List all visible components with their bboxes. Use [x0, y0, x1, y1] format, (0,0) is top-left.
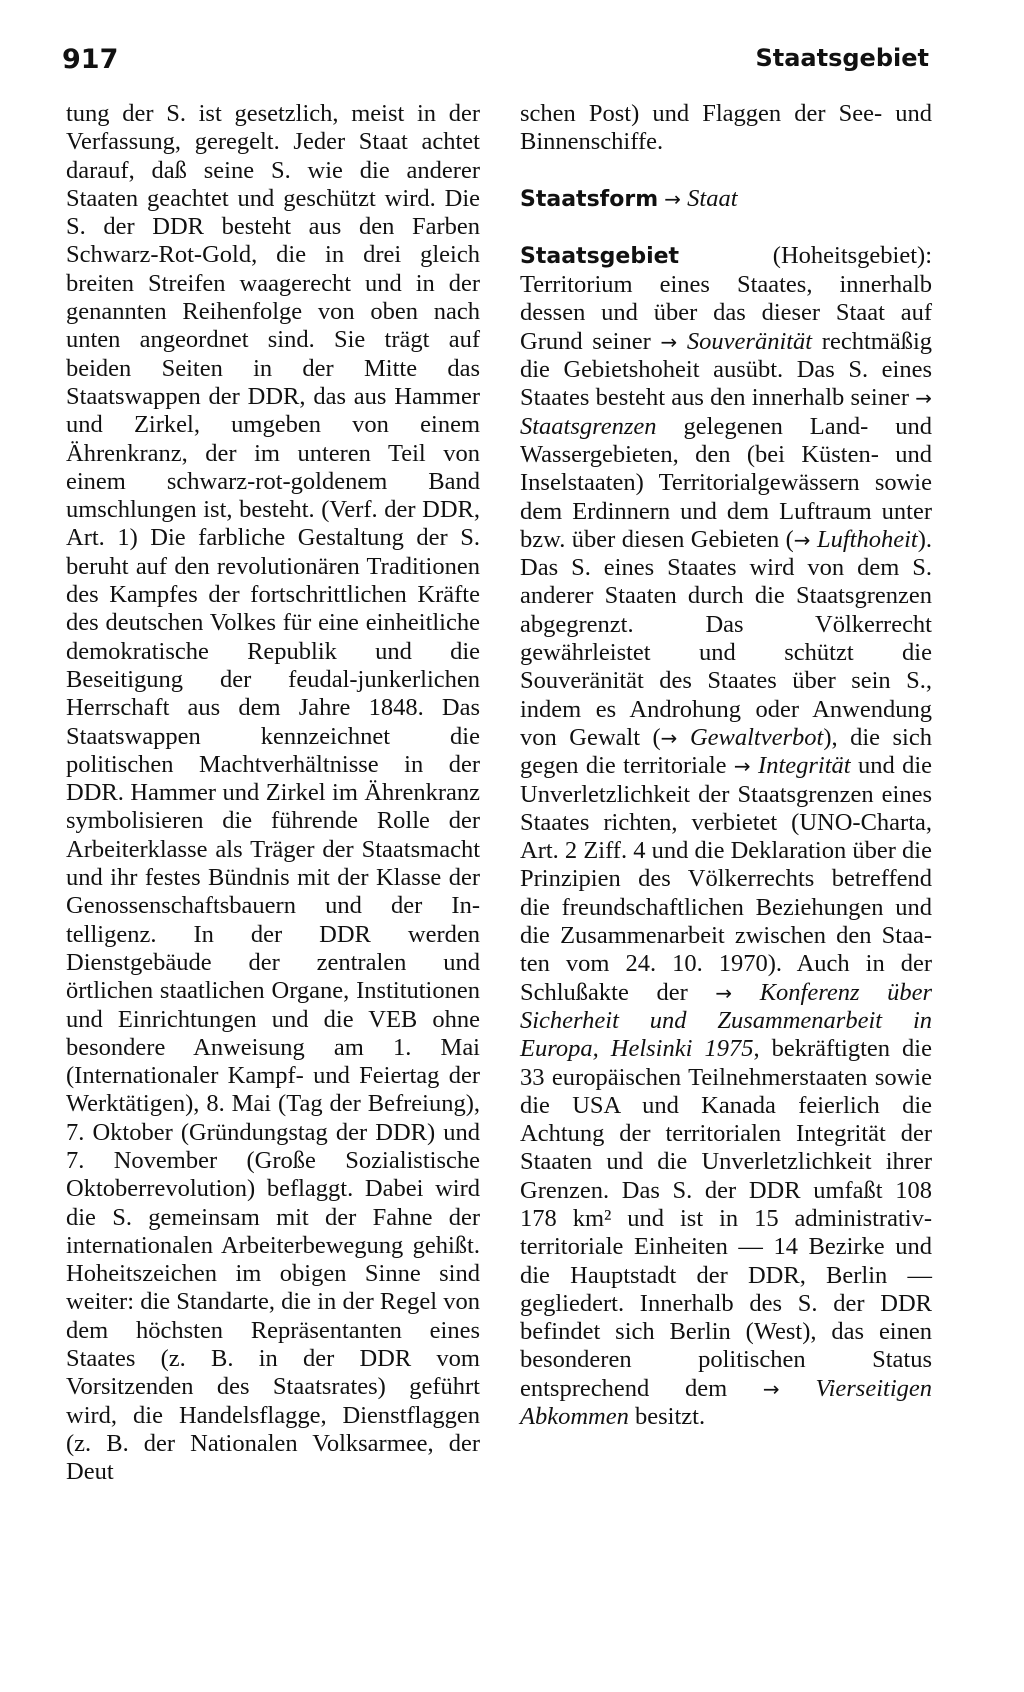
- cross-reference: Souveränität: [686, 327, 813, 355]
- cross-reference-arrow-icon: →: [762, 1376, 780, 1401]
- entry-text: rechtmäßig die Gebietshoheit ausübt. Das S. eines Staates besteht aus den innerhalb seiner: [520, 327, 933, 412]
- entry-text: und die Unverletzlichkeit der Staatsgrenzen eines Staates richten, verbietet (UNO-Charta, Art. 2 Ziff. 4 und die Deklaration über die Prinzipien des Völkerrechts betreffend die freundschaftlichen Beziehungen und die Zusammenarbeit zwischen den Staaten vom 24. 10. 1970). Auch in der Schlußakte der: [520, 752, 932, 1006]
- entry-text: gelegenen Land- und Wassergebieten, den (bei Küsten- und Inselstaaten) Territorialgewässern sowie dem Erdinnern und dem Luftraum unter bzw. über diesen Gebieten (: [520, 412, 932, 553]
- left-column: [66, 100, 480, 1487]
- cross-reference: Vierseitigen Abkommen: [520, 1374, 933, 1431]
- cross-reference-arrow-icon: →: [660, 329, 678, 354]
- cross-reference-arrow-icon: →: [915, 386, 932, 411]
- cross-reference: Staat: [687, 184, 738, 212]
- entry-term: Staatsgebiet: [520, 243, 680, 269]
- entry-text: besitzt.: [628, 1403, 706, 1431]
- cross-reference: Konferenz über Sicherheit und Zusammenarbeit in Europa, Helsinki 1975: [520, 978, 932, 1063]
- entry-staatsgebiet: [520, 242, 932, 1431]
- running-head: Staatsgebiet: [755, 44, 929, 72]
- cross-reference: Integrität: [758, 752, 851, 780]
- cross-reference-arrow-icon: →: [660, 725, 678, 750]
- cross-reference: Gewaltverbot: [689, 723, 824, 751]
- entry-text: (Hoheitsgebiet): Territorium eines Staates, innerhalb dessen und über das dieser Staat auf Grund seiner: [520, 241, 932, 355]
- entry-term: Staatsform: [520, 186, 659, 212]
- cross-reference: Staatsgrenzen: [520, 412, 657, 440]
- cross-reference-arrow-icon: →: [733, 754, 751, 779]
- cross-reference-arrow-icon: →: [664, 186, 682, 211]
- entry-text: , bekräftigten die 33 europäischen Teilnehmerstaaten sowie die USA und Kanada feierlich die Achtung der territorialen Integrität der Staaten und die Unverletzlichkeit ihrer Grenzen. Das S. der DDR umfaßt 108 178 km² und ist in 15 administrativ-territoriale Einheiten — 14 Bezirke und die Hauptstadt der DDR, Berlin — gegliedert. Innerhalb des S. der DDR befindet sich Berlin (West), das einen besonderen politischen Status entsprechend dem: [520, 1035, 932, 1402]
- right-column: [520, 100, 932, 1431]
- entry-staatsform: [520, 185, 932, 214]
- cross-reference-arrow-icon: →: [793, 527, 811, 552]
- entry-text: ). Das S. eines Staates wird von dem S. anderer Staaten durch die Staatsgrenzen abgegrenzt. Das Völkerrecht gewährleistet und schützt die Souveränität des Staates über sein S., indem es Androhung oder Anwendung von Gewalt (: [520, 525, 933, 751]
- continuation-text: schen Post) und Flaggen der See- und Binnenschiffe.: [520, 100, 932, 156]
- cross-reference-arrow-icon: →: [715, 980, 733, 1005]
- cross-reference: Lufthoheit: [816, 525, 918, 553]
- left-column-text: tung der S. ist gesetzlich, meist in der Verfassung, geregelt. Jeder Staat achtet darauf, daß seine S. wie die anderer Staaten geachtet und geschützt wird. Die S. der DDR besteht aus den Farben Schwarz-Rot-Gold, die in drei gleich breiten Streifen waagerecht und in der genannten Reihenfolge von oben nach unten angeordnet sind. Sie trägt auf beiden Seiten in der Mitte das Staatswappen der DDR, das aus Hammer und Zirkel, umgeben von einem Ährenkranz, der im unteren Teil von einem schwarz-rot-goldenem Band umschlungen ist, besteht. (Verf. der DDR, Art. 1) Die farbliche Gestaltung der S. beruht auf den revolutionären Traditionen des Kampfes der fortschrittlichen Kräfte des deutschen Volkes für eine einheitliche demokratische Republik und die Beseitigung der feudal-junkerlichen Herrschaft aus dem Jahre 1848. Das Staatswappen kennzeichnet die politischen Machtverhältnisse in der DDR. Hammer und Zirkel im Ährenkranz symbolisieren die führende Rolle der Arbeiterklasse als Träger der Staatsmacht und ihr festes Bündnis mit der Klasse der Genossenschaftsbauern und der Intelligenz. In der DDR werden Dienstgebäude der zentralen und örtlichen staatlichen Organe, Institutionen und Einrichtungen und die VEB ohne besondere Anweisung am 1. Mai (Internationaler Kampf- und Feiertag der Werktätigen), 8. Mai (Tag der Befreiung), 7. Oktober (Gründungstag der DDR) und 7. November (Große Sozialistische Oktoberrevolution) beflaggt. Dabei wird die S. gemeinsam mit der Fahne der internationalen Arbeiterbewegung gehißt. Hoheitszeichen im obigen Sinne sind weiter: die Standarte, die in der Regel von dem höchsten Repräsentanten eines Staates (z. B. in der DDR vom Vorsitzenden des Staatsrates) geführt wird, die Handelsflagge, Dienstflaggen (z. B. der Nationalen Volksarmee, der Deut: [66, 100, 480, 1486]
- entry-text: ), die sich gegen die territoriale: [520, 723, 932, 780]
- page-number: 917: [62, 44, 119, 75]
